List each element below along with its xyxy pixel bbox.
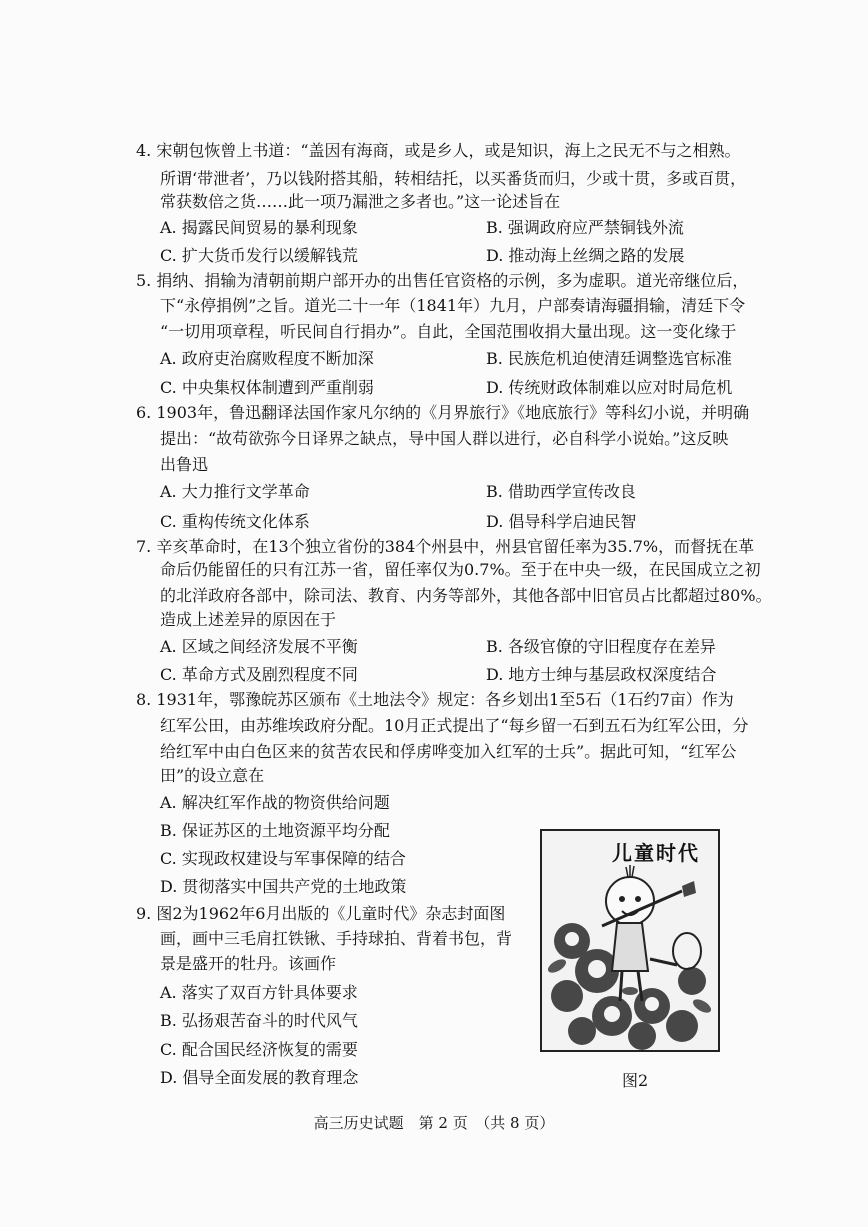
question-5-stem-line: “一切用项章程，听民间自行捐办”。自此，全国范围收捐大量出现。这一变化缘于	[160, 322, 737, 341]
question-7-stem-line: 7. 辛亥革命时，在13个独立省份的384个州县中，州县官留任率为35.7%，而督抚在革	[136, 537, 755, 556]
question-7-stem-line: 的北洋政府各部中，除司法、教育、内务等部外，其他各部中旧官员占比都超过80%。	[160, 586, 772, 605]
question-9-option-c[interactable]: C. 配合国民经济恢复的需要	[160, 1040, 358, 1059]
question-5-option-b[interactable]: B. 民族危机迫使清廷调整选官标准	[486, 349, 732, 368]
question-7-option-d[interactable]: D. 地方士绅与基层政权深度结合	[486, 665, 717, 684]
question-6-option-c[interactable]: C. 重构传统文化体系	[160, 512, 310, 531]
question-8-option-c[interactable]: C. 实现政权建设与军事保障的结合	[160, 849, 406, 868]
question-7-option-a[interactable]: A. 区域之间经济发展不平衡	[160, 637, 358, 656]
question-9-stem-line: 画，画中三毛肩扛铁锹、手持球拍、背着书包，背	[160, 929, 513, 948]
page-footer: 高三历史试题 第 2 页 （共 8 页）	[313, 1114, 555, 1132]
question-9-stem-line: 景是盛开的牡丹。该画作	[160, 954, 337, 973]
question-9-option-b[interactable]: B. 弘扬艰苦奋斗的时代风气	[160, 1011, 358, 1030]
question-4-option-d[interactable]: D. 推动海上丝绸之路的发展	[486, 246, 685, 265]
question-4-stem-line: 4. 宋朝包恢曾上书道：“盖因有海商，或是乡人，或是知识，海上之民无不与之相熟。	[136, 141, 741, 160]
question-5-stem-line: 下“永停捐例”之旨。道光二十一年（1841年）九月，户部奏请海疆捐输，清廷下令	[160, 296, 746, 315]
question-4-option-a[interactable]: A. 揭露民间贸易的暴利现象	[160, 218, 358, 237]
question-6-option-a[interactable]: A. 大力推行文学革命	[160, 482, 310, 501]
question-8-option-a[interactable]: A. 解决红军作战的物资供给问题	[160, 793, 390, 812]
question-9-option-d[interactable]: D. 倡导全面发展的教育理念	[160, 1068, 359, 1087]
question-6-stem-line: 6. 1903年，鲁迅翻译法国作家凡尔纳的《月界旅行》《地底旅行》等科幻小说，并明确	[136, 403, 750, 422]
question-7-option-b[interactable]: B. 各级官僚的守旧程度存在差异	[486, 637, 716, 656]
magazine-cover-figure	[540, 829, 720, 1052]
question-4-stem-line: 所谓‘带泄者’，乃以钱附搭其船，转相结托，以买番货而归，少或十贯，多或百贯，	[160, 169, 747, 188]
question-5-option-d[interactable]: D. 传统财政体制难以应对时局危机	[486, 378, 733, 397]
question-9-option-a[interactable]: A. 落实了双百方针具体要求	[160, 983, 358, 1002]
question-5-option-c[interactable]: C. 中央集权体制遭到严重削弱	[160, 378, 374, 397]
question-8-stem-line: 给红军中由白色区来的贫苦农民和俘虏哗变加入红军的士兵”。据此可知，“红军公	[160, 742, 737, 761]
question-7-stem-line: 命后仍能留任的只有江苏一省，留任率仅为0.7%。至于在中央一级，在民国成立之初	[160, 560, 761, 579]
question-6-option-d[interactable]: D. 倡导科学启迪民智	[486, 512, 637, 531]
question-7-option-c[interactable]: C. 革命方式及剧烈程度不同	[160, 665, 358, 684]
question-6-option-b[interactable]: B. 借助西学宣传改良	[486, 482, 636, 501]
question-6-stem-line: 提出：“故苟欲弥今日译界之缺点，导中国人群以进行，必自科学小说始。”这反映	[160, 429, 729, 448]
figure-caption: 图2	[622, 1071, 649, 1090]
magazine-title: 儿童时代	[612, 841, 700, 865]
question-8-stem-line: 田”的设立意在	[160, 766, 265, 785]
question-4-option-c[interactable]: C. 扩大货币发行以缓解钱荒	[160, 246, 358, 265]
question-6-stem-line: 出鲁迅	[160, 455, 209, 474]
question-8-option-b[interactable]: B. 保证苏区的土地资源平均分配	[160, 821, 390, 840]
question-4-stem-line: 常获数倍之货……此一项乃漏泄之多者也。”这一论述旨在	[160, 192, 561, 211]
question-4-option-b[interactable]: B. 强调政府应严禁铜钱外流	[486, 218, 684, 237]
question-5-stem-line: 5. 捐纳、捐输为清朝前期户部开办的出售任官资格的示例，多为虚职。道光帝继位后，	[136, 271, 749, 290]
question-8-option-d[interactable]: D. 贯彻落实中国共产党的土地政策	[160, 877, 407, 896]
sanmao-illustration	[542, 831, 718, 1050]
question-8-stem-line: 红军公田，由苏维埃政府分配。10月正式提出了“每乡留一石到五石为红军公田，分	[160, 716, 749, 735]
question-7-stem-line: 造成上述差异的原因在于	[160, 610, 337, 629]
question-5-option-a[interactable]: A. 政府吏治腐败程度不断加深	[160, 349, 374, 368]
question-9-stem-line: 9. 图2为1962年6月出版的《儿童时代》杂志封面图	[136, 904, 506, 923]
question-8-stem-line: 8. 1931年，鄂豫皖苏区颁布《土地法令》规定：各乡划出1至5石（1石约7亩）作为	[136, 690, 734, 709]
